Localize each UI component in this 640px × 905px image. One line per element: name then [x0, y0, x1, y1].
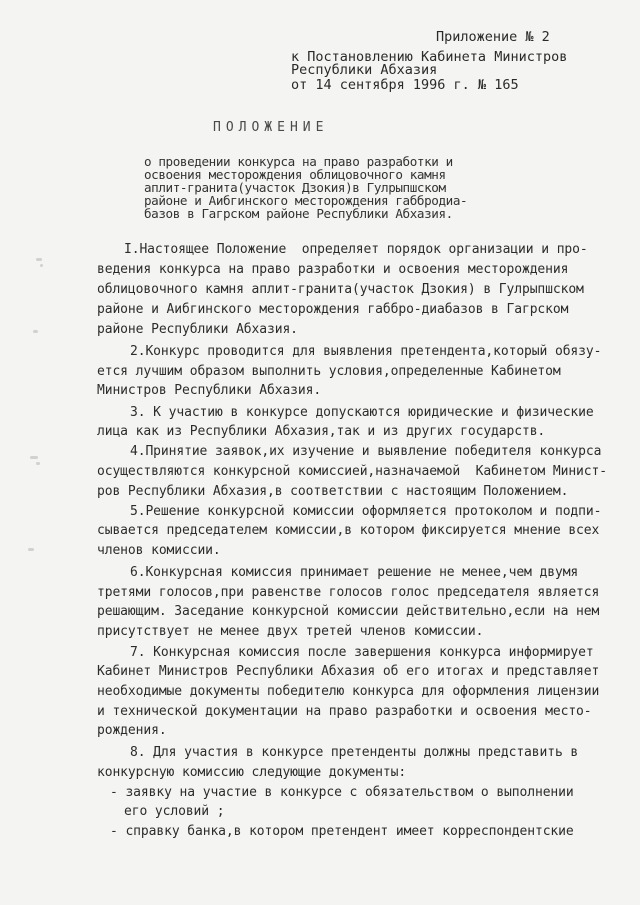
- paragraph-line: ется лучшим образом выполнить условия,определенные Кабинетом: [97, 364, 561, 379]
- subtitle-line: освоения месторождения облицовочного камня: [144, 167, 446, 182]
- paragraph-line: сывается председателем комиссии,в котором фиксируется мнение всех: [97, 523, 600, 538]
- paragraph-line: лица как из Республики Абхазия,так и из других государств.: [97, 424, 546, 439]
- paragraph-line: районе и Аибгинского месторождения габбро-диабазов в Гагрском: [97, 302, 569, 317]
- subtitle-line: районе и Аибгинского месторождения габбродиа-: [144, 193, 468, 208]
- scan-speck: [40, 264, 43, 267]
- paragraph-line: 8. Для участия в конкурсе претенденты должны представить в: [130, 745, 579, 760]
- document-title: ПОЛОЖЕНИЕ: [213, 120, 329, 135]
- paragraph-line: третями голосов,при равенстве голосов голос председателя является: [97, 585, 600, 600]
- paragraph-line: I.Настоящее Положение определяет порядок организации и про-: [124, 242, 588, 257]
- paragraph-line: - справку банка,в котором претендент имеет корреспондентские: [110, 824, 574, 839]
- decree-date: от 14 сентября 1996 г. № 165: [291, 77, 519, 93]
- scan-speck: [36, 258, 42, 261]
- paragraph-line: ведения конкурса на право разработки и освоения месторождения: [97, 262, 569, 277]
- scan-speck: [30, 456, 38, 459]
- paragraph-line: районе Республики Абхазия.: [97, 322, 298, 337]
- decree-reference: к Постановлению Кабинета Министров: [291, 49, 568, 65]
- paragraph-line: 3. К участию в конкурсе допускаются юридические и физические: [130, 405, 594, 420]
- paragraph-line: конкурсную комиссию следующие документы:: [97, 765, 407, 780]
- paragraph-line: 4.Принятие заявок,их изучение и выявление победителя конкурса: [130, 444, 602, 459]
- appendix-number: Приложение № 2: [436, 29, 550, 45]
- paragraph-line: решающим. Заседание конкурсной комиссии действительно,если на нем: [97, 604, 600, 619]
- subtitle-line: базов в Гагрском районе Республики Абхазия.: [144, 206, 453, 221]
- paragraph-line: Министров Республики Абхазия.: [97, 383, 322, 398]
- subtitle-line: аплит-гранита(участок Дзокия)в Гулрыпшском: [144, 180, 446, 195]
- paragraph-line: Кабинет Министров Республики Абхазия об его итогах и представляет: [97, 664, 600, 679]
- paragraph-line: членов комиссии.: [97, 543, 221, 558]
- paragraph-line: 7. Конкурсная комиссия после завершения конкурса информирует: [130, 645, 594, 660]
- paragraph-line: облицовочного камня аплит-гранита(участок Дзокия) в Гулрыпшском: [97, 282, 584, 297]
- scan-speck: [36, 462, 40, 465]
- paragraph-line: - заявку на участие в конкурсе с обязательством о выполнении: [110, 785, 574, 800]
- republic-name: Республики Абхазия: [291, 62, 438, 78]
- scan-speck: [28, 548, 34, 551]
- paragraph-line: и технической документации на право разработки и освоения место-: [97, 704, 592, 719]
- paragraph-line: присутствует не менее двух третей членов комиссии.: [97, 624, 484, 639]
- paragraph-line: 2.Конкурс проводится для выявления претендента,который обязу-: [130, 344, 602, 359]
- paragraph-line: его условий ;: [124, 804, 225, 819]
- subtitle-line: о проведении конкурса на право разработки и: [144, 154, 453, 169]
- paragraph-line: необходимые документы победителю конкурса для оформления лицензии: [97, 684, 600, 699]
- paragraph-line: осуществляются конкурсной комиссией,назначаемой Кабинетом Минист-: [97, 464, 607, 479]
- paragraph-line: 5.Решение конкурсной комиссии оформляется протоколом и подпи-: [130, 504, 602, 519]
- scan-speck: [33, 330, 38, 333]
- paragraph-line: рождения.: [97, 723, 167, 738]
- paragraph-line: 6.Конкурсная комиссия принимает решение не менее,чем двумя: [130, 565, 579, 580]
- paragraph-line: ров Республики Абхазия,в соответствии с настоящим Положением.: [97, 484, 569, 499]
